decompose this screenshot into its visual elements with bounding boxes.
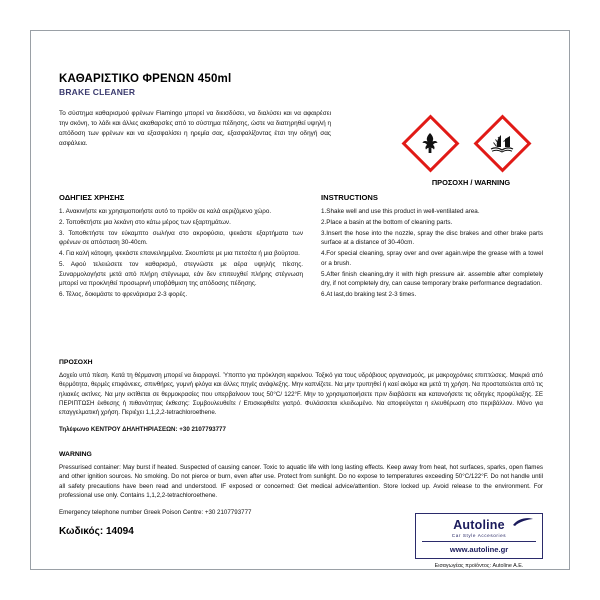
warning-label: ΠΡΟΣΟΧΗ / WARNING [431, 178, 511, 187]
environment-hazard-icon [473, 114, 531, 172]
instructions-greek-section [59, 193, 303, 301]
instructions-english-section [321, 193, 543, 301]
importer-info: Εισαγωγέας προϊόντος: Autoline A.E. [434, 563, 524, 569]
health-hazard-pictogram [401, 114, 459, 172]
caution-greek-text: Δοχείο υπό πίεση. Κατά τη θέρμανση μπορεί να διαρραγεί. Ύποπτο για πρόκληση καρκίνου. Τοξικό για τους υδρόβιους οργανισμούς, με μακροχρόνιες επιπτώσεις. Μακριά από θερμότητα, θερμές επιφάνειες, σπινθήρες, γυμνή φλόγα και άλλες πηγές ανάφλεξης. Μην καπνίζετε. Να μην τρυπηθεί ή καεί ακόμα και μετά τη χρήση. Να προστατεύεται από τις ηλιακές ακτίνες. Να μην εκτίθεται σε θερμοκρασίες που υπερβαίνουν τους 50°C/ 122°F. Μην το χρησιμοποιήσετε πριν διαβάσετε και κατανοήσετε τις οδηγίες προφύλαξης. ΣΕ ΠΕΡΙΠΤΩΣΗ έκθεσης ή πιθανότητας έκθεσης: Συμβουλευθείτε / Επισκεφθείτε γιατρό. Φυλάσσεται κλειδωμένο. Να αποφεύγεται η ελευθέρωση στο περιβάλλον. Μόνο για επαγγελματική χρήση. Περιέχει 1,1,2,2-tetrachloroethene. [59, 372, 543, 417]
list-item: 3.Insert the hose into the nozzle, spray the disc brakes and other brake parts surface at a distance of 30-40cm. [321, 229, 543, 247]
environment-hazard-pictogram [473, 114, 531, 172]
list-item: 5.After finish cleaning,dry it with high pressure air. assemble after completely dry, if not completely dry, can cause temporary brake performance degradation. [321, 270, 543, 288]
list-item: 2. Τοποθετήστε μια λεκάνη στο κάτω μέρος των εξαρτημάτων. [59, 218, 231, 226]
product-code-value: 14094 [105, 526, 134, 537]
list-item: 1. Ανακινήστε και χρησιμοποιήστε αυτό το προϊόν σε καλά αεριζόμενο χώρο. [59, 208, 272, 215]
health-hazard-icon [401, 114, 459, 172]
instructions-greek-heading: ΟΔΗΓΙΕΣ ΧΡΗΣΗΣ [59, 193, 125, 202]
brand-swoosh-icon [512, 517, 534, 527]
brand-logo-box [415, 513, 543, 559]
brand-name: Autoline [453, 518, 505, 532]
poison-centre-phone-greek: Τηλέφωνο ΚΕΝΤΡΟΥ ΔΗΛΗΤΗΡΙΑΣΕΩΝ: +30 2107793777 [59, 426, 226, 434]
product-label [30, 30, 570, 570]
brand-website[interactable]: www.autoline.gr [422, 541, 536, 554]
list-item: 3. Τοποθετήστε τον εύκαμπτο σωλήνα στο ακροφύσιο, ψεκάστε εξαρτήματα των φρένων σε απόσταση 30-40cm. [59, 229, 303, 247]
caution-greek-section [59, 359, 543, 435]
page-title: ΚΑΘΑΡΙΣΤΙΚΟ ΦΡΕΝΩΝ 450ml [59, 73, 232, 85]
caution-greek-heading: ΠΡΟΣΟΧΗ [59, 359, 93, 366]
caution-english-heading: WARNING [59, 451, 92, 458]
poison-centre-phone-english: Emergency telephone number Greek Poison Centre: +30 2107793777 [59, 509, 252, 517]
list-item: 1.Shake well and use this product in well-ventilated area. [321, 208, 480, 215]
product-code [59, 526, 134, 537]
list-item: 4.For special cleaning, spray over and over again.wipe the grease with a towel or a brush. [321, 250, 543, 267]
product-code-label: Κωδικός: [59, 526, 104, 537]
list-item: 4. Για καλή κάτοψη, ψεκάστε επανειλημμένα. Σκουπίστε με μια πετσέτα ή μια βούρτσα. [59, 250, 300, 258]
brand-tagline: Car Style Accesories [451, 533, 507, 539]
caution-english-section [59, 451, 543, 517]
list-item: 5. Αφού τελειώσετε τον καθαρισμό, στεγνώστε με αέρα υψηλής πίεσης. Συναρμολογήστε μετά από πλήρη στέγνωμα, εάν δεν επιτευχθεί πλήρης στέγνωση μπορεί να προκληθεί προσωρινή υποβάθμιση της απόδοσης πέδησης. [59, 261, 303, 288]
product-intro-text: Το σύστημα καθαρισμού φρένων Flamingo μπορεί να διεισδύσει, να διαλύσει και να αφαιρέσει την σκόνη, το λάδι και άλλες ακαθαρσίες από το σύστημα πέδησης, ώστε να διατηρηθεί υψηλή η απόδοση των φρένων και να εξασφαλίσει η ηρεμία σας, εξασφαλίζοντας έτσι την οδηγή σας ασφάλεια. [59, 110, 331, 147]
page-subtitle: BRAKE CLEANER [59, 87, 136, 97]
instructions-greek-list [59, 207, 303, 299]
instructions-english-list [321, 207, 543, 299]
list-item: 6.At last,do braking test 2-3 times. [321, 291, 417, 298]
caution-english-text: Pressurised container: May burst if heated. Suspected of causing cancer. Toxic to aquatic life with long lasting effects. Keep away from heat, hot surfaces, sparks, open flames and other ignition sources. No smoking. Do not pierce or burn, even after use. Protect from sunlight. Do no expose to temperatures exceeding 50°C/122°F. Do not handle until all safety precautions have been read and understood. IF exposed or concerned: Get medical advice/attention. Store locked up. Avoid release to the environment. For professional use only. Contains 1,1,2,2-tetrachloroethene. [59, 464, 543, 499]
list-item: 2.Place a basin at the bottom of cleaning parts. [321, 218, 453, 226]
list-item: 6. Τέλος, δοκιμάστε το φρενάρισμα 2-3 φορές. [59, 291, 188, 298]
hazard-pictogram-group [391, 106, 551, 187]
title-block [59, 73, 329, 97]
instructions-english-heading: INSTRUCTIONS [321, 193, 378, 202]
